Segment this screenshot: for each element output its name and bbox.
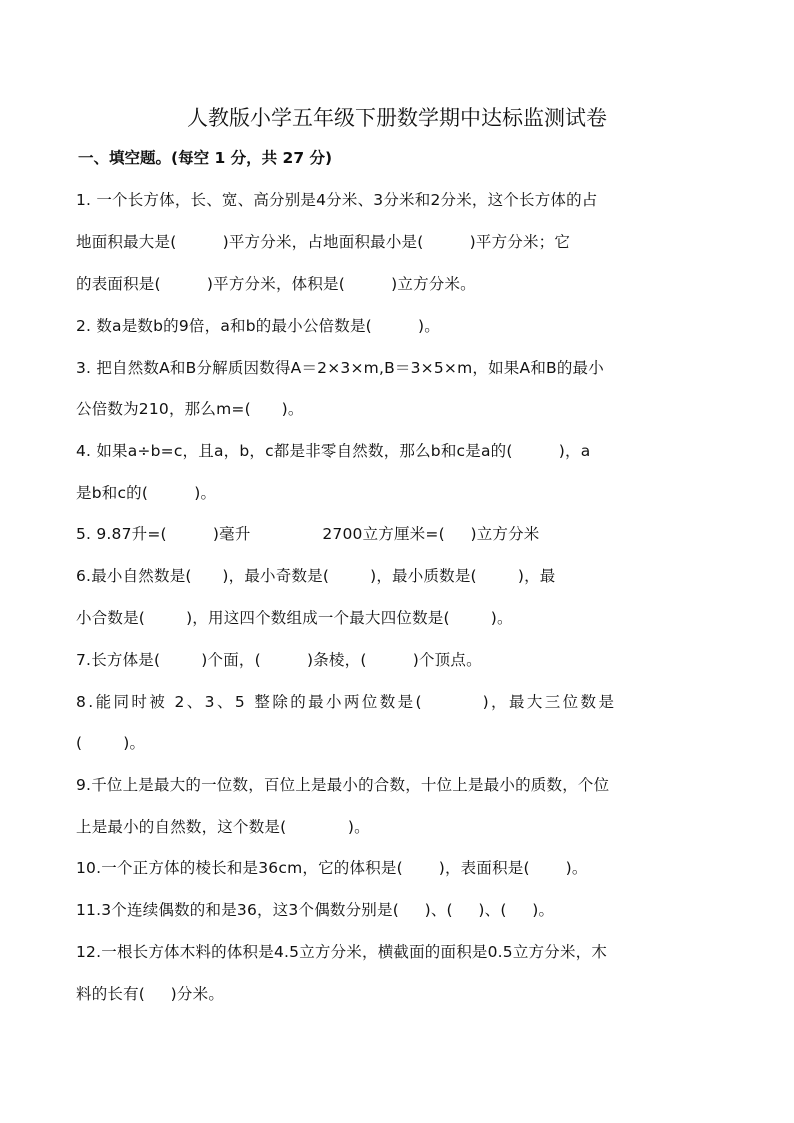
question-line: 是b和c的( )。 <box>76 484 217 502</box>
question-line: 10.一个正方体的棱长和是36cm，它的体积是( )，表面积是( )。 <box>76 859 588 877</box>
question-line: 6.最小自然数是( )，最小奇数是( )，最小质数是( )，最 <box>76 567 556 585</box>
question-line: 4. 如果a÷b=c，且a，b，c都是非零自然数，那么b和c是a的( )，a <box>76 442 591 460</box>
question-line: 公倍数为210，那么m=( )。 <box>76 400 304 418</box>
question-line: 11.3个连续偶数的和是36，这3个偶数分别是( )、( )、( )。 <box>76 901 555 919</box>
question-line: 12.一根长方体木料的体积是4.5立方分米，横截面的面积是0.5立方分米，木 <box>76 943 608 961</box>
question-line: 地面积最大是( )平方分米，占地面积最小是( )平方分米；它 <box>76 233 571 251</box>
question-line: 上是最小的自然数，这个数是( )。 <box>76 818 370 836</box>
question-line: 2. 数a是数b的9倍，a和b的最小公倍数是( )。 <box>76 317 440 335</box>
question-line: 8.能同时被 2、3、5 整除的最小两位数是( )，最大三位数是 <box>76 693 617 711</box>
question-line: 的表面积是( )平方分米，体积是( )立方分米。 <box>76 275 476 293</box>
question-line: 3. 把自然数A和B分解质因数得A＝2×3×m,B＝3×5×m，如果A和B的最小 <box>76 359 604 377</box>
section-heading: 一、填空题。(每空 1 分，共 27 分) <box>78 149 333 167</box>
question-line: 1. 一个长方体，长、宽、高分别是4分米、3分米和2分米，这个长方体的占 <box>76 191 598 209</box>
question-line: 5. 9.87升=( )毫升 2700立方厘米=( )立方分米 <box>76 525 540 543</box>
question-line: ( )。 <box>76 734 146 752</box>
question-line: 小合数是( )，用这四个数组成一个最大四位数是( )。 <box>76 609 513 627</box>
question-line: 7.长方体是( )个面，( )条棱，( )个顶点。 <box>76 651 482 669</box>
question-line: 9.千位上是最大的一位数，百位上是最小的合数，十位上是最小的质数，个位 <box>76 776 610 794</box>
page-title: 人教版小学五年级下册数学期中达标监测试卷 <box>187 106 607 130</box>
question-line: 料的长有( )分米。 <box>76 985 225 1003</box>
